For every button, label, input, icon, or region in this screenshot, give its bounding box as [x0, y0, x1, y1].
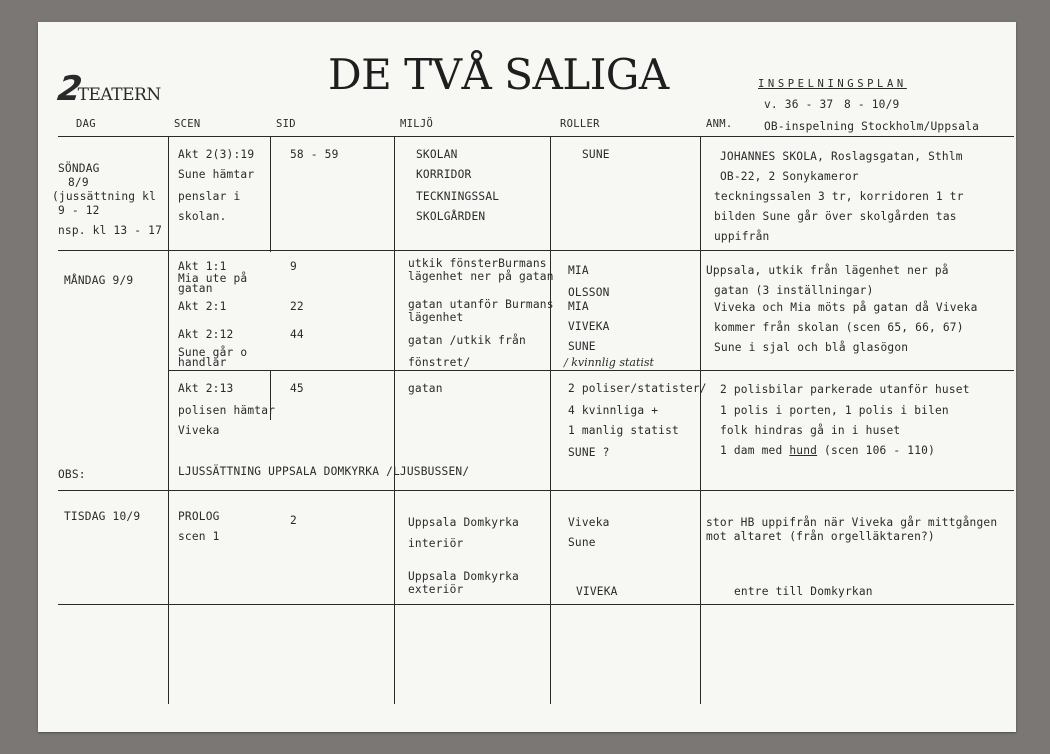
mandag-scen-7: handlar	[178, 356, 227, 369]
akt213-roller-4: SUNE ?	[568, 446, 610, 459]
sondag-scen-4: skolan.	[178, 210, 227, 223]
rule-mandag	[168, 370, 1014, 371]
mandag-scen-3: gatan	[178, 282, 213, 295]
tisdag-anm-3: entre till Domkyrkan	[734, 585, 873, 598]
akt213-scen-3: Viveka	[178, 424, 220, 437]
akt213-roller-2: 4 kvinnliga +	[568, 404, 659, 417]
mandag-scen-6: Sune går o	[178, 346, 248, 359]
sondag-scen-2: Sune hämtar	[178, 168, 255, 181]
mandag-day: MÅNDAG 9/9	[64, 274, 134, 287]
sondag-day: SÖNDAG	[58, 162, 100, 175]
tisdag-miljo-4: exteriör	[408, 583, 464, 596]
tisdag-anm-1: stor HB uppifrån när Viveka går mittgången	[706, 516, 998, 529]
sondag-roller: SUNE	[582, 148, 610, 161]
sondag-note-2: 9 - 12	[58, 204, 100, 217]
mandag-miljo-1: utkik fönsterBurmans	[408, 257, 547, 270]
plan-note: OB-inspelning Stockholm/Uppsala	[764, 120, 979, 133]
rule-obs	[58, 490, 1014, 491]
akt213-miljo: gatan	[408, 382, 443, 395]
mandag-anm-4: kommer från skolan (scen 65, 66, 67)	[714, 321, 964, 334]
mandag-sid-3: 44	[290, 328, 304, 341]
col-divider-4	[550, 136, 551, 704]
col-divider-2a	[270, 136, 271, 252]
col-header-roller: ROLLER	[560, 118, 600, 130]
mandag-scen-4: Akt 2:1	[178, 300, 227, 313]
sondag-miljo-3: TECKNINGSSAL	[416, 190, 500, 203]
mandag-roller-2: OLSSON	[568, 286, 610, 299]
rule-sondag	[58, 250, 1014, 251]
sondag-note-3: nsp. kl 13 - 17	[58, 224, 163, 237]
mandag-scen-2: Mia ute på	[178, 272, 248, 285]
mandag-handwritten-note: / kvinnlig statist	[564, 356, 654, 369]
logo-mark: 2	[55, 69, 85, 109]
logo-word: TEATERN	[77, 85, 161, 105]
mandag-miljo-2: lägenhet ner på gatan	[408, 270, 554, 283]
ljussattning-note: LJUSSÄTTNING UPPSALA DOMKYRKA /LJUSBUSSEN/	[178, 465, 470, 478]
mandag-roller-1: MIA	[568, 264, 589, 277]
mandag-miljo-4: lägenhet	[408, 311, 464, 324]
sondag-anm-5: uppifrån	[714, 230, 770, 243]
plan-heading: INSPELNINGSPLAN	[758, 78, 907, 90]
sondag-anm-2: OB-22, 2 Sonykameror	[720, 170, 859, 183]
akt213-scen-1: Akt 2:13	[178, 382, 234, 395]
tisdag-anm-2: mot altaret (från orgelläktaren?)	[706, 530, 935, 543]
sondag-anm-1: JOHANNES SKOLA, Roslagsgatan, Sthlm	[720, 150, 963, 163]
mandag-miljo-6: fönstret/	[408, 356, 471, 369]
akt213-roller-3: 1 manlig statist	[568, 424, 679, 437]
col-divider-1	[168, 136, 169, 704]
akt213-anm-4: 1 dam med hund (scen 106 - 110)	[720, 444, 936, 457]
plan-dates: 8 - 10/9	[844, 98, 900, 111]
tisdag-roller-3: VIVEKA	[576, 585, 618, 598]
akt213-scen-2: polisen hämtar	[178, 404, 276, 417]
tisdag-day: TISDAG 10/9	[64, 510, 141, 523]
mandag-anm-3: Viveka och Mia möts på gatan då Viveka	[714, 301, 978, 314]
rule-header	[58, 136, 1014, 137]
mandag-roller-4: VIVEKA	[568, 320, 610, 333]
sondag-note-1: (jussättning kl	[52, 190, 157, 203]
tisdag-sid: 2	[290, 514, 297, 527]
akt213-anm-2: 1 polis i porten, 1 polis i bilen	[720, 404, 949, 417]
mandag-miljo-3: gatan utanför Burmans	[408, 298, 554, 311]
sondag-scen-1: Akt 2(3):19	[178, 148, 255, 161]
akt213-anm-1: 2 polisbilar parkerade utanför huset	[720, 383, 970, 396]
mandag-anm-1: Uppsala, utkik från lägenhet ner på	[706, 264, 949, 277]
akt213-roller-1: 2 poliser/statister/	[568, 382, 707, 395]
col-header-scen: SCEN	[174, 118, 201, 130]
mandag-scen-1: Akt 1:1	[178, 260, 227, 273]
sondag-miljo-1: SKOLAN	[416, 148, 458, 161]
col-header-miljo: MILJÖ	[400, 118, 434, 130]
mandag-anm-5: Sune i sjal och blå glasögon	[714, 341, 909, 354]
col-header-dag: DAG	[76, 118, 96, 130]
sondag-anm-4: bilden Sune går över skolgården tas	[714, 210, 957, 223]
tisdag-scen-2: scen 1	[178, 530, 220, 543]
akt213-sid: 45	[290, 382, 304, 395]
rule-tisdag	[58, 604, 1014, 605]
col-divider-3	[394, 136, 395, 704]
mandag-sid-2: 22	[290, 300, 304, 313]
mandag-roller-3: MIA	[568, 300, 589, 313]
tisdag-miljo-2: interiör	[408, 537, 464, 550]
akt213-anm-3: folk hindras gå in i huset	[720, 424, 901, 437]
tisdag-roller-1: Viveka	[568, 516, 610, 529]
sondag-miljo-4: SKOLGÅRDEN	[416, 210, 486, 223]
sondag-anm-3: teckningssalen 3 tr, korridoren 1 tr	[714, 190, 964, 203]
col-header-anm: ANM.	[706, 118, 733, 130]
sondag-miljo-2: KORRIDOR	[416, 168, 472, 181]
tisdag-miljo-1: Uppsala Domkyrka	[408, 516, 519, 529]
plan-weeks: v. 36 - 37	[764, 98, 834, 111]
document-title: DE TVÅ SALIGA	[328, 50, 669, 99]
tisdag-roller-2: Sune	[568, 536, 596, 549]
mandag-sid-1: 9	[290, 260, 297, 273]
sondag-scen-3: penslar i	[178, 190, 241, 203]
sondag-sid: 58 - 59	[290, 148, 339, 161]
planning-sheet	[38, 22, 1016, 732]
mandag-scen-5: Akt 2:12	[178, 328, 234, 341]
mandag-miljo-5: gatan /utkik från	[408, 334, 526, 347]
col-divider-5	[700, 136, 701, 704]
obs-label: OBS:	[58, 468, 86, 481]
mandag-anm-2: gatan (3 inställningar)	[714, 284, 874, 297]
mandag-roller-5: SUNE	[568, 340, 596, 353]
teatern-logo	[55, 69, 161, 109]
tisdag-scen-1: PROLOG	[178, 510, 220, 523]
sondag-date: 8/9	[68, 176, 89, 189]
tisdag-miljo-3: Uppsala Domkyrka	[408, 570, 519, 583]
col-header-sid: SID	[276, 118, 296, 130]
